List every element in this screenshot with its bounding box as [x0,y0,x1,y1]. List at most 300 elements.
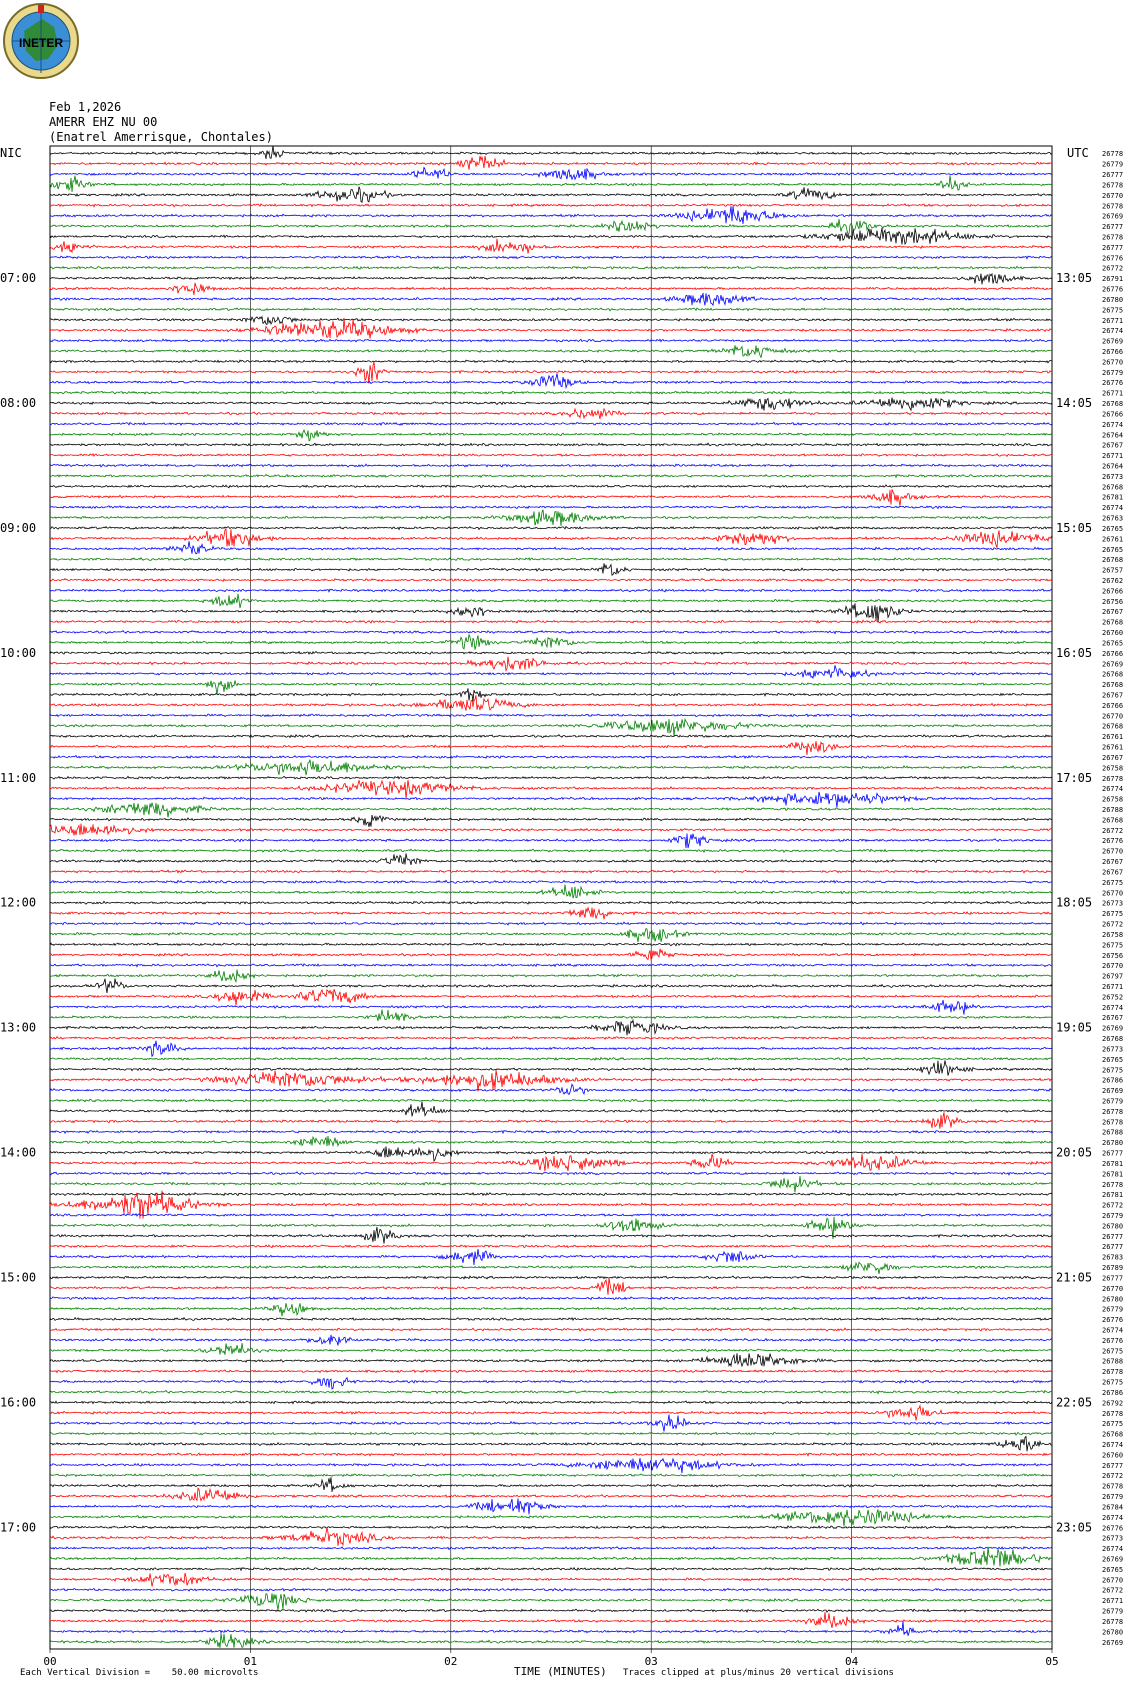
seismic-trace [50,506,1052,509]
seismic-trace [50,1328,1052,1331]
seismic-trace [50,1245,1052,1248]
trace-count-label: 26766 [1102,701,1124,710]
seismic-trace [50,834,1052,849]
seismic-trace [50,1249,1052,1265]
left-hour-label: 15:00 [0,1270,37,1285]
right-hour-label: 19:05 [1056,1020,1093,1035]
trace-count-label: 26766 [1102,410,1124,419]
seismic-trace [50,657,1052,671]
trace-count-label: 26778 [1102,774,1124,783]
trace-count-label: 26775 [1102,1420,1124,1429]
trace-count-label: 26781 [1102,1191,1124,1200]
seismic-trace [50,1528,1052,1546]
seismic-trace [50,422,1052,425]
seismic-trace [50,1041,1052,1057]
trace-count-label: 26776 [1102,1524,1124,1533]
seismic-trace [50,1353,1052,1366]
seismic-trace [50,803,1052,818]
seismic-trace [50,1593,1052,1610]
trace-count-label: 26776 [1102,379,1124,388]
trace-count-label: 26776 [1102,837,1124,846]
trace-count-label: 26769 [1102,212,1124,221]
seismic-trace [50,274,1052,285]
trace-count-label: 26778 [1102,1409,1124,1418]
seismic-trace [50,146,1052,159]
trace-count-label: 26776 [1102,1336,1124,1345]
seismic-trace [50,735,1052,738]
trace-count-label: 26774 [1102,1545,1124,1554]
trace-count-label: 26778 [1102,150,1124,159]
trace-count-label: 26768 [1102,400,1124,409]
seismic-trace [50,443,1052,446]
trace-count-label: 26773 [1102,899,1124,908]
trace-count-label: 26779 [1102,1305,1124,1314]
seismic-trace [50,652,1052,655]
seismic-trace [50,815,1052,827]
trace-count-label: 26774 [1102,1441,1124,1450]
seismic-trace [50,620,1052,623]
trace-count-label: 26767 [1102,753,1124,762]
trace-count-label: 26756 [1102,951,1124,960]
seismic-trace [50,1453,1052,1456]
seismic-trace [50,970,1052,982]
seismic-trace [50,430,1052,441]
trace-count-label: 26761 [1102,743,1124,752]
right-hour-label: 23:05 [1056,1520,1093,1535]
seismic-trace [50,1401,1052,1404]
seismic-trace [50,206,1052,224]
trace-count-label: 26768 [1102,556,1124,565]
right-axis-label: UTC [1067,146,1089,160]
trace-count-label: 26769 [1102,660,1124,669]
trace-count-label: 26756 [1102,597,1124,606]
trace-count-label: 26779 [1102,1607,1124,1616]
record-date: Feb 1,2026 [49,100,122,114]
trace-count-label: 26767 [1102,608,1124,617]
trace-count-label: 26788 [1102,806,1124,815]
trace-count-label: 26774 [1102,327,1124,336]
seismic-trace [50,714,1052,717]
seismic-trace [50,1499,1052,1515]
trace-count-label: 26775 [1102,878,1124,887]
trace-count-label: 26777 [1102,1461,1124,1470]
seismic-trace [50,398,1052,411]
trace-count-label: 26775 [1102,910,1124,919]
seismic-trace [50,929,1052,942]
trace-count-label: 26774 [1102,1513,1124,1522]
trace-count-label: 26765 [1102,1565,1124,1574]
x-tick-label: 03 [644,1655,658,1668]
left-hour-label: 17:00 [0,1520,37,1535]
trace-count-label: 26779 [1102,1493,1124,1502]
trace-count-label: 26770 [1102,847,1124,856]
seismic-trace [50,374,1052,388]
seismic-trace [50,256,1052,259]
trace-count-label: 26770 [1102,191,1124,200]
trace-count-label: 26778 [1102,1617,1124,1626]
trace-count-label: 26776 [1102,254,1124,263]
seismic-trace [50,1099,1052,1102]
trace-count-label: 26774 [1102,1003,1124,1012]
seismic-trace [50,339,1052,342]
seismic-trace [50,489,1052,505]
left-hour-label: 10:00 [0,645,37,660]
scale-note: Each Vertical Division = 50.00 microvolts [20,1668,259,1678]
trace-count-label: 26775 [1102,1347,1124,1356]
seismic-trace [50,360,1052,363]
right-hour-label: 22:05 [1056,1395,1093,1410]
trace-count-label: 26786 [1102,1076,1124,1085]
seismic-trace [50,1136,1052,1146]
left-axis-label: NIC [0,146,22,160]
trace-count-label: 26792 [1102,1399,1124,1408]
left-hour-label: 07:00 [0,271,37,286]
trace-count-label: 26774 [1102,504,1124,513]
trace-count-label: 26777 [1102,1149,1124,1158]
seismic-trace [50,1573,1052,1587]
trace-count-label: 26776 [1102,1316,1124,1325]
trace-count-label: 26783 [1102,1253,1124,1262]
left-hour-label: 14:00 [0,1145,37,1160]
left-hour-label: 09:00 [0,520,37,535]
trace-count-label: 26786 [1102,1388,1124,1397]
right-hour-label: 18:05 [1056,895,1093,910]
trace-count-label: 26781 [1102,1159,1124,1168]
trace-count-label: 26776 [1102,285,1124,294]
left-hour-label: 16:00 [0,1395,37,1410]
seismic-trace [50,1621,1052,1636]
trace-count-label: 26758 [1102,795,1124,804]
right-hour-label: 17:05 [1056,770,1093,785]
trace-count-label: 26777 [1102,1274,1124,1283]
trace-count-label: 26778 [1102,202,1124,211]
trace-count-label: 26769 [1102,1638,1124,1647]
seismic-trace [50,824,1052,836]
seismic-trace [50,527,1052,530]
trace-count-label: 26778 [1102,1368,1124,1377]
x-tick-label: 00 [43,1655,57,1668]
x-tick-label: 04 [844,1655,859,1668]
trace-count-label: 26773 [1102,1534,1124,1543]
trace-count-label: 26768 [1102,816,1124,825]
station-location: (Enatrel Amerrisque, Chontales) [49,130,273,144]
seismic-trace [50,454,1052,457]
seismic-trace [50,1589,1052,1592]
left-hour-label: 08:00 [0,396,37,411]
seismic-trace [50,695,1052,710]
seismic-trace [50,1172,1052,1175]
seismic-trace [50,1474,1052,1477]
seismic-trace [50,594,1052,608]
seismic-trace [50,943,1052,946]
seismic-trace [50,283,1052,295]
seismic-trace [50,780,1052,798]
seismic-trace [50,558,1052,561]
trace-count-label: 26772 [1102,1472,1124,1481]
seismic-trace [50,1437,1052,1452]
trace-count-label: 26773 [1102,472,1124,481]
seismic-trace [50,317,1052,325]
right-hour-label: 20:05 [1056,1145,1093,1160]
seismic-trace [50,1278,1052,1295]
seismic-trace [50,1146,1052,1161]
trace-count-label: 26760 [1102,629,1124,638]
seismic-trace [50,345,1052,357]
left-hour-label: 11:00 [0,770,37,785]
trace-count-label: 26760 [1102,1451,1124,1460]
seismic-trace [50,688,1052,701]
trace-count-label: 26758 [1102,930,1124,939]
seismic-trace [50,880,1052,883]
seismic-trace [50,631,1052,634]
trace-count-label: 26768 [1102,1035,1124,1044]
trace-count-label: 26758 [1102,764,1124,773]
trace-count-label: 26752 [1102,993,1124,1002]
trace-count-label: 26764 [1102,431,1124,440]
trace-count-label: 26770 [1102,712,1124,721]
seismic-trace [50,1227,1052,1244]
x-tick-label: 05 [1045,1655,1059,1668]
seismic-trace [50,901,1052,904]
seismic-trace [50,1057,1052,1060]
trace-count-label: 26777 [1102,223,1124,232]
trace-count-label: 26767 [1102,1014,1124,1023]
trace-count-label: 26772 [1102,826,1124,835]
seismic-trace [50,1214,1052,1217]
right-hour-label: 15:05 [1056,520,1093,535]
trace-count-label: 26778 [1102,1180,1124,1189]
trace-count-label: 26780 [1102,1295,1124,1304]
seismic-trace [50,1154,1052,1171]
seismic-trace [50,1391,1052,1394]
right-hour-label: 13:05 [1056,271,1093,286]
seismic-trace [50,853,1052,865]
trace-count-label: 26770 [1102,962,1124,971]
trace-count-label: 26778 [1102,1482,1124,1491]
seismic-trace [50,776,1052,779]
seismic-trace [50,563,1052,575]
seismic-trace [50,1060,1052,1075]
right-hour-label: 16:05 [1056,645,1093,660]
trace-count-label: 26769 [1102,1555,1124,1564]
seismic-trace [50,1343,1052,1355]
trace-count-label: 26779 [1102,160,1124,169]
seismic-trace [50,510,1052,526]
seismic-trace [50,1526,1052,1529]
seismic-trace [50,219,1052,234]
trace-count-label: 26777 [1102,243,1124,252]
seismic-trace [50,741,1052,755]
seismic-trace [50,964,1052,967]
seismic-trace [50,1335,1052,1346]
seismic-trace [50,949,1052,960]
seismic-trace [50,1547,1052,1567]
logo-text: INETER [18,36,64,50]
left-hour-label: 12:00 [0,895,37,910]
seismic-trace [50,792,1052,808]
trace-count-label: 26770 [1102,889,1124,898]
trace-count-label: 26781 [1102,1170,1124,1179]
seismic-trace [50,589,1052,592]
left-hour-label: 13:00 [0,1020,37,1035]
seismic-trace [50,1547,1052,1550]
seismic-trace [50,485,1052,488]
seismic-trace [50,1262,1052,1274]
seismic-trace [50,681,1052,695]
seismic-trace [50,922,1052,925]
seismic-trace [50,885,1052,899]
trace-count-label: 26757 [1102,566,1124,575]
trace-count-label: 26772 [1102,1586,1124,1595]
trace-count-label: 26772 [1102,264,1124,273]
trace-count-label: 26780 [1102,1139,1124,1148]
trace-count-label: 26767 [1102,441,1124,450]
trace-count-label: 26774 [1102,1326,1124,1335]
trace-count-label: 26767 [1102,858,1124,867]
seismic-trace [50,1193,1052,1196]
trace-count-label: 26770 [1102,1576,1124,1585]
trace-count-label: 26780 [1102,295,1124,304]
seismic-trace [50,1176,1052,1192]
trace-count-label: 26765 [1102,545,1124,554]
trace-count-label: 26763 [1102,514,1124,523]
channel-code: AMERR EHZ NU 00 [49,115,158,129]
seismic-trace [50,1037,1052,1040]
x-tick-label: 01 [243,1655,258,1668]
seismic-trace [50,1297,1052,1300]
seismic-trace [50,1612,1052,1628]
trace-count-label: 26767 [1102,691,1124,700]
trace-count-label: 26767 [1102,868,1124,877]
trace-count-label: 26765 [1102,524,1124,533]
trace-count-label: 26766 [1102,347,1124,356]
seismic-trace [50,409,1052,419]
trace-count-label: 26765 [1102,1055,1124,1064]
seismic-trace [50,1510,1052,1527]
trace-count-label: 26779 [1102,1211,1124,1220]
trace-count-label: 26766 [1102,587,1124,596]
right-hour-label: 14:05 [1056,396,1093,411]
clip-note: Traces clipped at plus/minus 20 vertical divisions [623,1668,894,1678]
seismic-trace [50,308,1052,311]
trace-count-label: 26780 [1102,1222,1124,1231]
seismic-trace [50,1010,1052,1021]
trace-count-label: 26770 [1102,358,1124,367]
x-tick-label: 02 [444,1655,458,1668]
seismic-trace [50,1000,1052,1015]
seismic-trace [50,1131,1052,1134]
trace-count-label: 26781 [1102,493,1124,502]
seismic-trace [50,1318,1052,1321]
trace-count-label: 26769 [1102,1087,1124,1096]
trace-count-label: 26773 [1102,1045,1124,1054]
seismic-trace [50,1102,1052,1117]
seismic-trace [50,464,1052,467]
seismic-trace [50,541,1052,554]
seismic-trace [50,603,1052,622]
trace-count-label: 26772 [1102,1201,1124,1210]
seismic-trace [50,1276,1052,1279]
trace-count-label: 26771 [1102,1597,1124,1606]
seismic-trace [50,168,1052,180]
trace-count-label: 26771 [1102,389,1124,398]
trace-count-label: 26777 [1102,171,1124,180]
seismic-trace [50,156,1052,170]
seismic-trace [50,1609,1052,1612]
trace-count-label: 26777 [1102,1232,1124,1241]
seismic-trace [50,1370,1052,1373]
seismic-trace [50,1406,1052,1421]
trace-count-label: 26775 [1102,306,1124,315]
trace-count-label: 26771 [1102,452,1124,461]
trace-count-label: 26784 [1102,1503,1124,1512]
trace-count-label: 26775 [1102,941,1124,950]
trace-count-label: 26768 [1102,681,1124,690]
seismic-trace [50,475,1052,478]
trace-count-label: 26771 [1102,982,1124,991]
trace-count-label: 26797 [1102,972,1124,981]
trace-count-label: 26768 [1102,483,1124,492]
trace-count-label: 26775 [1102,1066,1124,1075]
seismic-trace [50,665,1052,678]
trace-count-label: 26766 [1102,649,1124,658]
x-axis-title: TIME (MINUTES) [514,1665,607,1678]
trace-count-label: 26779 [1102,368,1124,377]
seismic-trace [50,228,1052,245]
trace-count-label: 26771 [1102,316,1124,325]
trace-count-label: 26764 [1102,462,1124,471]
trace-count-label: 26774 [1102,785,1124,794]
trace-count-label: 26777 [1102,1243,1124,1252]
trace-count-label: 26780 [1102,1628,1124,1637]
seismic-trace [50,529,1052,548]
trace-count-label: 26768 [1102,722,1124,731]
trace-count-label: 26778 [1102,1118,1124,1127]
trace-count-label: 26761 [1102,535,1124,544]
seismic-trace [50,1458,1052,1473]
trace-count-label: 26788 [1102,1357,1124,1366]
seismic-trace [50,266,1052,269]
seismic-trace [50,1020,1052,1035]
seismic-trace [50,1488,1052,1500]
seismic-trace [50,1414,1052,1431]
seismic-trace [50,318,1052,339]
seismic-trace [50,1303,1052,1316]
seismic-trace [50,979,1052,994]
seismic-trace [50,175,1052,192]
trace-count-label: 26778 [1102,181,1124,190]
seismic-trace [50,989,1052,1005]
trace-count-label: 26768 [1102,618,1124,627]
seismic-trace [50,391,1052,394]
seismic-trace [50,760,1052,776]
trace-count-label: 26788 [1102,1128,1124,1137]
trace-count-label: 26770 [1102,1284,1124,1293]
seismic-trace [50,849,1052,852]
seismic-trace [50,1084,1052,1094]
seismic-trace [50,870,1052,873]
seismic-trace [50,719,1052,736]
trace-count-label: 26789 [1102,1264,1124,1273]
trace-count-label: 26769 [1102,337,1124,346]
trace-count-label: 26791 [1102,275,1124,284]
right-hour-label: 21:05 [1056,1270,1093,1285]
trace-count-label: 26775 [1102,1378,1124,1387]
trace-count-label: 26774 [1102,420,1124,429]
seismic-trace [50,1477,1052,1492]
seismic-trace [50,579,1052,582]
seismic-trace [50,1568,1052,1571]
